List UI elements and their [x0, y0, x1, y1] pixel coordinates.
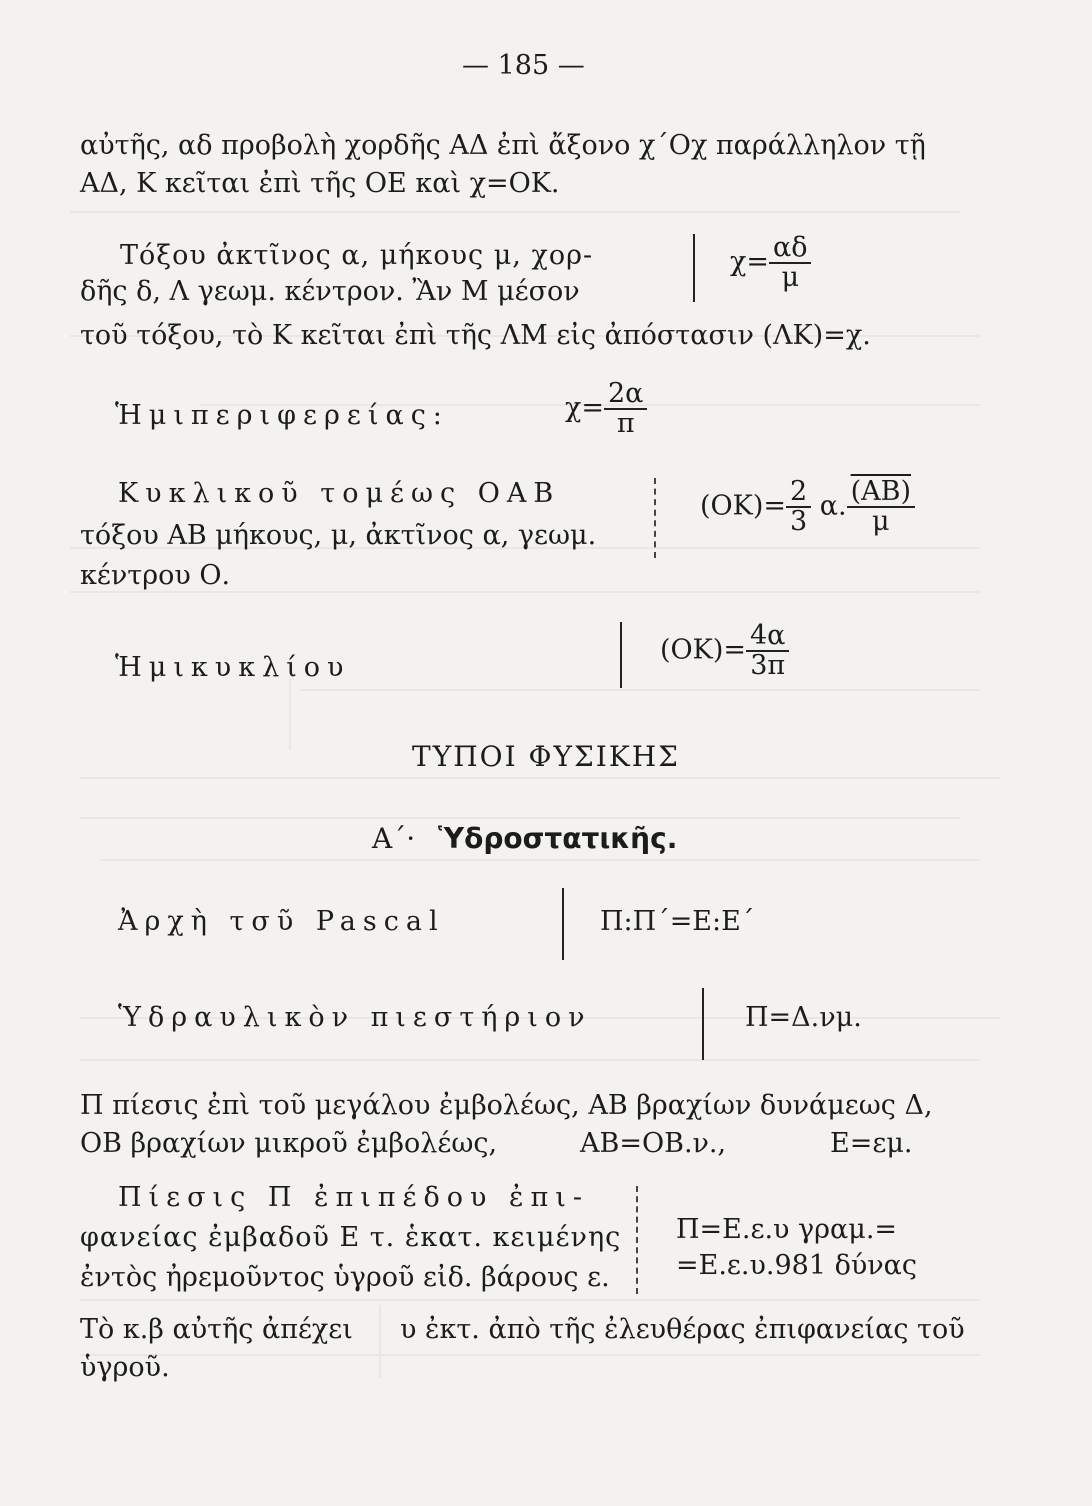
text-line: αὐτῆς, αδ προβολὴ χορδῆς ΑΔ ἐπὶ ἄξονο χ΄Οχ παράλληλον τῇ [80, 130, 926, 161]
sector-fraction-a [786, 478, 811, 536]
sector-label: Κυκλικοῦ τομέως ΟΑΒ [118, 478, 561, 509]
arc-formula-denominator: μ [781, 262, 800, 293]
formula-divider [636, 1186, 638, 1294]
arc-formula [730, 234, 811, 292]
text-line: Π πίεσις ἐπὶ τοῦ μεγάλου ἐμβολέως, ΑΒ βραχίων δυνάμεως Δ, [80, 1090, 933, 1121]
semicircumference-formula [565, 380, 647, 438]
semicircle-label: Ἡμικυκλίου [115, 652, 351, 683]
semicircumference-fraction [604, 380, 647, 438]
formula-divider [702, 988, 704, 1060]
arc-description-line: δῆς δ, Λ γεωμ. κέντρον. Ἂν Μ μέσον [80, 276, 580, 307]
arc-description-text: Τόξου ἀκτῖνος α, μήκους μ, χορ- [120, 240, 594, 271]
surface-formula-line-2: =Ε.ε.υ.981 δύνας [676, 1250, 918, 1281]
text-line-c: Ε=εμ. [830, 1128, 913, 1159]
semicircumference-label: Ἡμιπεριφερείας: [115, 400, 449, 431]
semicircumference-lhs: χ= [565, 392, 604, 424]
section-subtitle-prefix: Α΄· [372, 822, 416, 855]
semicircumference-denominator: π [616, 408, 635, 439]
text-line: ΑΔ, Κ κεῖται ἐπὶ τῆς ΟΕ καὶ χ=ΟΚ. [80, 168, 560, 199]
pascal-formula: Π:Π΄=Ε:Ε΄ [600, 906, 755, 937]
text-line: κέντρου Ο. [80, 560, 231, 591]
arc-formula-numerator: αδ [769, 234, 812, 264]
sector-formula-lhs: (ΟΚ)= [700, 490, 786, 522]
sector-mid: α. [819, 490, 847, 522]
pascal-label: Ἀρχὴ τσῦ Pascal [118, 906, 445, 937]
text-line-a: Τὸ κ.β αὐτῆς ἀπέχει [80, 1314, 353, 1345]
surface-pressure-label: Πίεσις Π ἐπιπέδου ἐπι- [118, 1182, 589, 1213]
page-number: — 185 — [462, 50, 585, 81]
sector-formula [700, 478, 915, 536]
sector-denominator-a: 3 [790, 506, 808, 537]
arc-description-line [120, 240, 593, 272]
surface-formula-line-1: Π=Ε.ε.υ γραμ.= [676, 1214, 898, 1245]
section-title: ΤΥΠΟΙ ΦΥΣΙΚΗΣ [412, 740, 680, 773]
semicircle-denominator: 3π [750, 650, 786, 681]
formula-divider [562, 888, 564, 960]
press-label: Ὑδραυλικὸν πιεστήριον [118, 1002, 592, 1033]
sector-fraction-b [847, 478, 915, 536]
semicircle-fraction [746, 622, 789, 680]
arc-formula-lhs: χ= [730, 246, 769, 278]
semicircle-formula [660, 622, 789, 680]
sector-numerator-b: (ΑΒ) [847, 478, 915, 508]
text-line-b: υ ἐκτ. ἀπὸ τῆς ἐλευθέρας ἐπιφανείας τοῦ [400, 1314, 965, 1345]
press-formula: Π=Δ.νμ. [745, 1002, 862, 1033]
text-line: φανείας ἐμβαδοῦ Ε τ. ἑκατ. κειμένης [80, 1222, 622, 1253]
text-line: τόξου ΑΒ μήκους, μ, ἀκτῖνος α, γεωμ. [80, 520, 597, 551]
text-line: τοῦ τόξου, τὸ Κ κεῖται ἐπὶ τῆς ΛΜ εἰς ἀπόστασιν (ΛΚ)=χ. [80, 320, 871, 351]
section-subtitle [372, 822, 677, 855]
sector-numerator-a: 2 [786, 478, 811, 508]
text-line-b: ΑΒ=ΟΒ.ν., [580, 1128, 727, 1159]
semicircumference-numerator: 2α [604, 380, 647, 410]
formula-divider [620, 622, 622, 688]
text-line: ἐντὸς ἠρεμοῦντος ὑγροῦ εἰδ. βάρους ε. [80, 1262, 610, 1293]
semicircle-numerator: 4α [746, 622, 789, 652]
formula-divider [654, 478, 656, 558]
section-subtitle-text: Ὑδροστατικῆς. [438, 822, 678, 855]
arc-formula-fraction [769, 234, 812, 292]
formula-divider [693, 234, 695, 302]
text-line: ὑγροῦ. [80, 1352, 170, 1383]
semicircle-lhs: (ΟΚ)= [660, 634, 746, 666]
text-line-a: ΟΒ βραχίων μικροῦ ἐμβολέως, [80, 1128, 498, 1159]
sector-denominator-b: μ [872, 506, 890, 537]
